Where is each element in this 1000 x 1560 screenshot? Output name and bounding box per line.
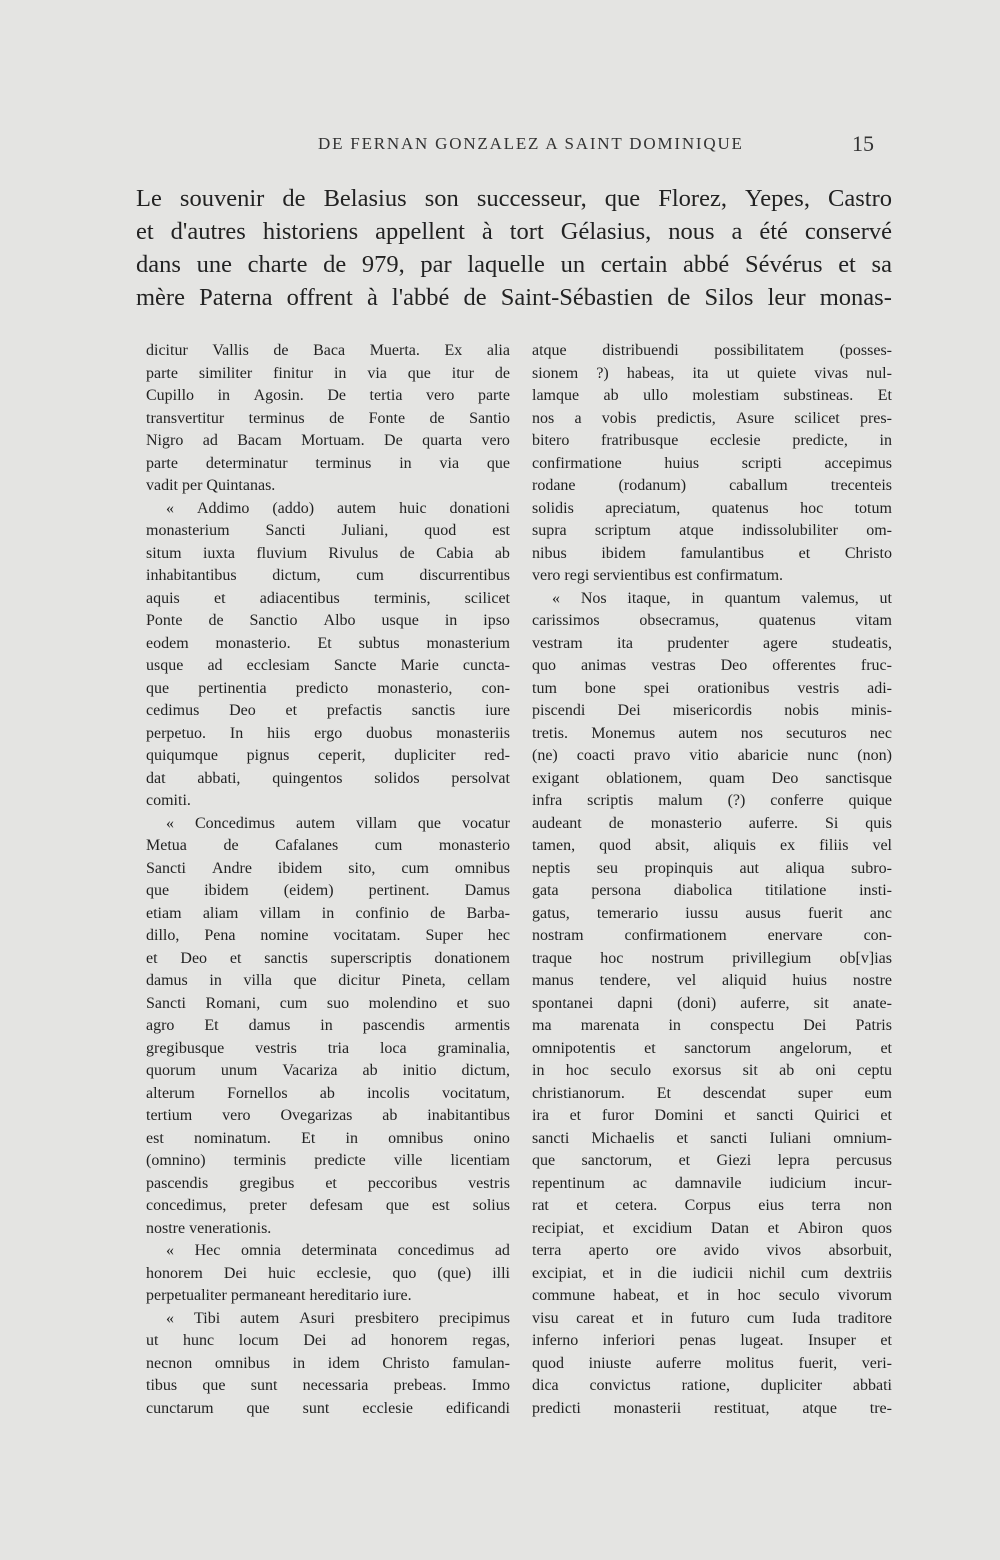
text-line: gata persona diabolica titilatione insti-: [532, 882, 892, 899]
text-line: que sanctorum, et Giezi lepra percusus: [532, 1152, 892, 1169]
text-line: dat abbati, quingentos solidos persolvat: [146, 769, 510, 787]
text-line: que ibidem (eidem) pertinent. Damus: [146, 882, 510, 899]
text-line: cunctarum que sunt ecclesie edificandi: [146, 1399, 510, 1417]
text-line: comiti.: [146, 792, 191, 809]
text-line: excipiat, et in die iudicii nichil cum dextriis: [532, 1264, 892, 1282]
text-line: usque ad ecclesiam Sancte Marie cuncta-: [146, 657, 510, 674]
text-line: « Addimo (addo) autem huic donationi: [166, 499, 510, 517]
text-line: tretis. Monemus autem nos secuturos nec: [532, 724, 892, 742]
text-line: concedimus, preter defesam que est solius: [146, 1197, 510, 1214]
text-line: situm iuxta fluvium Rivulus de Cabia ab: [146, 544, 510, 562]
text-line: mère Paterna offrent à l'abbé de Saint-Sébastien de Silos leur monas-: [136, 284, 892, 311]
text-line: « Nos itaque, in quantum valemus, ut: [552, 589, 892, 607]
text-line: gregibusque vestris tria loca graminalia,: [146, 1039, 510, 1057]
text-line: dillo, Pena nomine vocitatam. Super hec: [146, 927, 510, 944]
text-line: visu careat et in futuro cum Iuda traditore: [532, 1309, 892, 1327]
running-head: [0, 131, 1000, 158]
text-line: spontanei dapni (doni) auferre, sit anate-: [532, 994, 892, 1012]
text-line: dicitur Vallis de Baca Muerta. Ex alia: [146, 342, 510, 359]
text-line: Sancti Andre ibidem sito, cum omnibus: [146, 859, 510, 877]
text-line: perpetualiter permaneant hereditario iure.: [146, 1287, 412, 1304]
left-column: [146, 340, 510, 1420]
text-line: agro Et damus in pascendis armentis: [146, 1017, 510, 1034]
text-line: Ponte de Sanctio Albo usque in ipso: [146, 612, 510, 629]
text-line: vadit per Quintanas.: [146, 477, 276, 494]
text-line: (omnino) terminis predicte ville licentiam: [146, 1152, 510, 1169]
text-line: lamque ab ullo molestiam substineas. Et: [532, 387, 892, 404]
text-line: ma marenata in conspectu Dei Patris: [532, 1017, 892, 1034]
page-number: 15: [852, 131, 874, 156]
text-line: ut hunc locum Dei ad honorem regas,: [146, 1332, 510, 1349]
text-line: atque distribuendi possibilitatem (posses-: [532, 342, 892, 359]
text-line: tum bone spei orationibus vestris adi-: [532, 679, 892, 697]
running-title: DE FERNAN GONZALEZ A SAINT DOMINIQUE: [318, 134, 744, 153]
text-line: alterum Fornellos ab incolis vocitatum,: [146, 1084, 510, 1102]
text-line: honorem Dei huic ecclesie, quo (que) illi: [146, 1264, 510, 1282]
text-line: in hoc seculo exorsus sit ab oni ceptu: [532, 1062, 892, 1079]
text-line: piscendi Dei misericordis nobis minis-: [532, 702, 892, 719]
text-line: terra aperto ore avido vivos absorbuit,: [532, 1242, 892, 1259]
text-line: damus in villa que dicitur Pineta, cellam: [146, 972, 510, 989]
text-line: nostre venerationis.: [146, 1219, 272, 1237]
text-line: solidis apreciatum, quatenus hoc totum: [532, 499, 892, 517]
text-line: aquis et adiacentibus terminis, scilicet: [146, 589, 510, 607]
text-line: cedimus Deo et prefactis sanctis iure: [146, 702, 510, 719]
text-line: necnon omnibus in idem Christo famulan-: [146, 1354, 510, 1372]
text-line: parte similiter finitur in via que itur de: [146, 364, 510, 382]
text-line: Cupillo in Agosin. De tertia vero parte: [146, 387, 510, 404]
text-line: confirmatione huius scripti accepimus: [532, 454, 892, 472]
text-line: « Tibi autem Asuri presbitero precipimus: [166, 1309, 510, 1327]
text-line: quiqumque pignus ceperit, dupliciter red-: [146, 747, 510, 764]
text-line: tertium vero Ovegarizas ab inabitantibus: [146, 1107, 510, 1124]
text-line: rodane (rodanum) caballum trecenteis: [532, 477, 892, 494]
text-line: est nominatum. Et in omnibus onino: [146, 1129, 510, 1147]
text-line: monasterium Sancti Juliani, quod est: [146, 522, 510, 539]
text-line: rat et cetera. Corpus eius terra non: [532, 1197, 892, 1214]
text-line: (ne) coacti pravo vitio abaricie nunc (non): [532, 747, 892, 764]
text-line: et Deo et sanctis superscriptis donationem: [146, 949, 510, 967]
text-line: christianorum. Et descendat super eum: [532, 1084, 892, 1102]
text-line: transvertitur terminus de Fonte de Santio: [146, 409, 510, 427]
text-line: « Concedimus autem villam que vocatur: [166, 814, 510, 832]
text-line: quod iniuste auferre molitus fuerit, veri-: [532, 1354, 892, 1372]
text-line: perpetuo. In hiis ergo duobus monasteriis: [146, 724, 510, 742]
text-line: dica convictus ratione, dupliciter abbati: [532, 1377, 892, 1394]
text-line: gatus, temerario iussu ausus fuerit anc: [532, 904, 892, 922]
text-line: infra scriptis malum (?) conferre quique: [532, 792, 892, 809]
text-line: bitero fratribusque ecclesie predicte, in: [532, 432, 892, 449]
text-line: nibus ibidem famulantibus et Christo: [532, 544, 892, 562]
text-line: predicti monasterii restituat, atque tre-: [532, 1399, 892, 1417]
text-line: et d'autres historiens appellent à tort Gélasius, nous a été conservé: [136, 218, 892, 245]
text-line: omnipotentis et sanctorum angelorum, et: [532, 1039, 892, 1057]
text-line: « Hec omnia determinata concedimus ad: [166, 1242, 510, 1259]
text-line: supra scriptum atque indissolubiliter om-: [532, 522, 892, 539]
text-line: etiam aliam villam in confinio de Barba-: [146, 904, 510, 922]
text-line: exigant oblationem, quam Deo sanctisque: [532, 769, 892, 787]
text-line: inhabitantibus dictum, cum discurrentibus: [146, 567, 510, 584]
text-line: sancti Michaelis et sancti Iuliani omnium-: [532, 1129, 892, 1147]
text-line: vero regi servientibus est confirmatum.: [532, 567, 784, 584]
text-line: repentinum ac damnavile iudicium incur-: [532, 1174, 892, 1192]
text-line: eodem monasterio. Et subtus monasterium: [146, 634, 510, 652]
text-line: Sancti Romani, cum suo molendino et suo: [146, 994, 510, 1012]
text-line: sionem ?) habeas, ita ut quiete vivas nul-: [532, 364, 892, 382]
text-line: manus tendere, vel aliquid huius nostre: [532, 972, 892, 989]
text-line: audeant de monasterio auferre. Si quis: [532, 814, 892, 832]
text-line: recipiat, et excidium Datan et Abiron quos: [532, 1219, 892, 1237]
right-column: [532, 340, 892, 1420]
text-line: ira et furor Domini et sancti Quirici et: [532, 1107, 892, 1124]
intro-paragraph: [136, 182, 892, 314]
text-line: Nigro ad Bacam Mortuam. De quarta vero: [146, 432, 510, 449]
text-line: nostram confirmationem enervare con-: [532, 927, 892, 944]
text-line: quorum unum Vacariza ab initio dictum,: [146, 1062, 510, 1079]
text-line: traque hoc nostrum privillegium ob[v]ias: [532, 949, 892, 967]
text-line: neptis seu propinquis aut aliqua subro-: [532, 859, 892, 877]
text-line: tibus que sunt necessaria prebeas. Immo: [146, 1377, 510, 1394]
text-line: nos a vobis predictis, Asure scilicet pres-: [532, 409, 892, 427]
text-line: commune habeat, et in hoc seculo vivorum: [532, 1287, 892, 1304]
text-line: quo animas vestras Deo offerentes fruc-: [532, 657, 892, 674]
text-line: Le souvenir de Belasius son successeur, que Florez, Yepes, Castro: [136, 185, 892, 212]
text-line: vestram ita prudenter agere studeatis,: [532, 634, 892, 652]
text-line: pascendis gregibus et peccoribus vestris: [146, 1174, 510, 1192]
text-line: carissimos obsecramus, quatenus vitam: [532, 612, 892, 629]
text-line: inferno inferiori penas lugeat. Insuper et: [532, 1332, 892, 1349]
text-line: Metua de Cafalanes cum monasterio: [146, 837, 510, 854]
text-line: tamen, quod absit, aliquis ex filiis vel: [532, 837, 892, 854]
text-line: que pertinentia predicto monasterio, con-: [146, 679, 510, 697]
text-line: parte determinatur terminus in via que: [146, 454, 510, 472]
text-line: dans une charte de 979, par laquelle un certain abbé Sévérus et sa: [136, 251, 892, 278]
